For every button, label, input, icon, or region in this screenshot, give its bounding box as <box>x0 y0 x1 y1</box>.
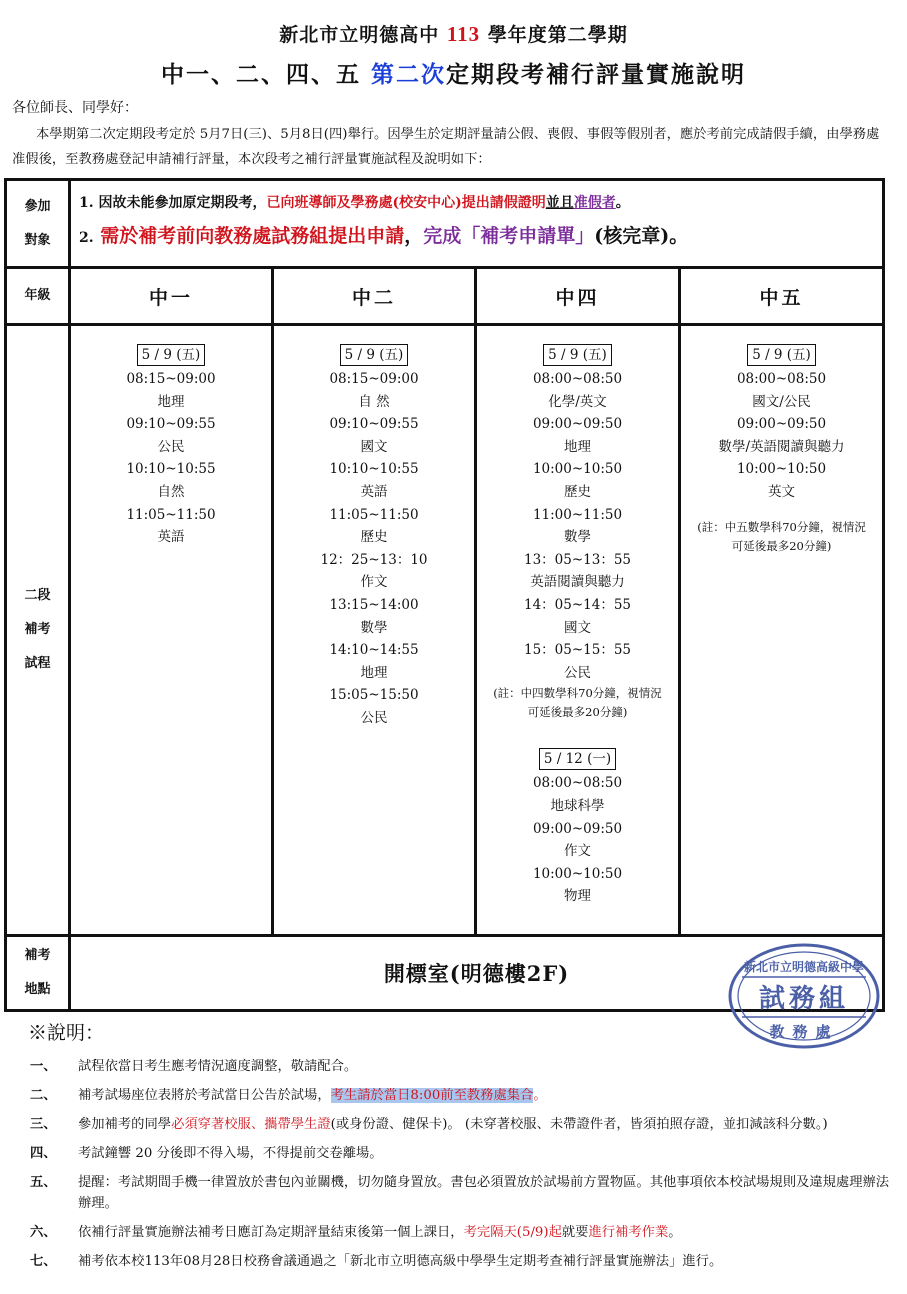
greeting: 各位師長、同學好： <box>12 100 138 116</box>
schedule-line: 09:00~09:50 <box>736 416 827 433</box>
schedule-line: 08:00~08:50 <box>532 775 623 792</box>
exam-date: 5 / 12 (一) <box>539 748 616 770</box>
schedule-line: 12：25~13：10 <box>320 551 428 568</box>
intro-paragraph: 本學期第二次定期段考定於 5月7日(三)、5月8日(四)舉行。因學生於定期評量請公假、喪假、事假等假別者，應於考前完成請假手續，由學務處准假後，至教務處登記申請補行評量，本次段考之補行評量實施試程及說明如下： <box>12 127 880 167</box>
schedule-line: 09:10~09:55 <box>329 416 419 433</box>
schedule-line: 英語 <box>360 483 388 500</box>
schedule-line: 公民 <box>157 438 185 455</box>
grade-header: 中四 <box>476 268 680 325</box>
schedule-line: 歷史 <box>360 529 388 546</box>
schedule-grade1 <box>70 325 273 936</box>
schedule-line: 國文 <box>564 619 591 636</box>
location-label: 補考 地點 <box>6 936 70 1011</box>
schedule-line: 英文 <box>768 483 796 500</box>
grade-row <box>6 268 884 325</box>
schedule-line: 08:00~08:50 <box>736 371 827 387</box>
participants-content <box>70 180 884 268</box>
note-item: 七、 補考依本校113年08月28日校務會議通過之「新北市立明德高級中學學生定期考查補行評量實施辦法」進行。 <box>30 1254 723 1269</box>
schedule-grade2 <box>273 325 476 936</box>
schedule-line: 地理 <box>360 664 388 681</box>
schedule-line: 可延後最多20分鐘) <box>527 705 628 720</box>
schedule-line: 自 然 <box>358 393 390 410</box>
schedule-line: 15:05~15:50 <box>329 687 419 704</box>
schedule-line: 物理 <box>564 888 591 905</box>
note-item: 三、 參加補考的同學必須穿著校服、攜帶學生證(或身份證、健保卡)。 (未穿著校服、未帶證件者，皆須拍照存證，並扣減該科分數。) <box>30 1117 828 1132</box>
schedule-line: 公民 <box>360 709 388 726</box>
seal-middle-text: 試務組 <box>758 984 850 1014</box>
note-item: 二、 補考試場座位表將於考試當日公告於試場，考生請於當日8:00前至教務處集合。 <box>30 1088 547 1103</box>
schedule-line: 化學/英文 <box>548 393 607 410</box>
title-exam-number: 第二次 <box>371 61 446 88</box>
schedule-row <box>6 325 884 936</box>
schedule-line: 10:00~10:50 <box>532 865 623 882</box>
schedule-line: 自然 <box>157 483 185 500</box>
seal-top-text: 新北市立明德高級中學 <box>743 960 865 974</box>
schedule-line: 11:05~11:50 <box>329 506 419 523</box>
participant-condition-2: 2. 需於補考前向教務處試務組提出申請，完成「補考申請單」(核完章)。 <box>79 225 689 247</box>
notes-list <box>30 1056 898 1280</box>
participant-condition-1: 1. 因故未能參加原定期段考，已向班導師及學務處(校安中心)提出請假證明並且准假者。 <box>79 195 630 211</box>
participants-row <box>6 180 884 268</box>
grade-header: 中一 <box>70 268 273 325</box>
schedule-line: 公民 <box>564 664 591 681</box>
title-year: 113 <box>446 22 481 46</box>
schedule-line: 10:00~10:50 <box>532 461 623 478</box>
schedule-line: 歷史 <box>564 483 591 500</box>
schedule-line: 數學 <box>564 529 591 546</box>
schedule-line: 14:10~14:55 <box>329 642 419 659</box>
explanation-heading: ※說明： <box>28 1022 105 1044</box>
schedule-line: 地理 <box>564 438 591 455</box>
schedule-line: 08:00~08:50 <box>532 371 623 387</box>
note-item: 五、 提醒：考試期間手機一律置放於書包內並關機，切勿隨身置放。書包必須置放於試場前方置物區。其他事項依本校試場規則及違規處理辦法辦理。 <box>30 1175 890 1211</box>
exam-date: 5 / 9 (五) <box>747 344 816 366</box>
schedule-line: 11:05~11:50 <box>126 506 216 523</box>
grade-label: 年級 <box>6 268 70 325</box>
schedule-line: 09:00~09:50 <box>532 820 623 837</box>
schedule-line: 13:15~14:00 <box>329 596 419 613</box>
schedule-line: 15：05~15：55 <box>523 642 632 659</box>
schedule-line: 可延後最多20分鐘) <box>731 538 832 553</box>
schedule-grade5 <box>680 325 884 936</box>
exam-date: 5 / 9 (五) <box>340 344 409 366</box>
note-item: 四、 考試鐘響 20 分後即不得入場，不得提前交卷離場。 <box>30 1146 383 1161</box>
schedule-line: 英語 <box>157 529 185 546</box>
schedule-table <box>4 178 885 1012</box>
schedule-line: 數學 <box>360 619 388 636</box>
schedule-line: 09:00~09:50 <box>532 416 623 433</box>
schedule-grade4 <box>476 325 680 936</box>
schedule-line: 作文 <box>360 574 388 591</box>
exam-date: 5 / 9 (五) <box>543 344 612 366</box>
title-subject: 定期段考補行評量實施說明 <box>446 61 746 88</box>
schedule-line: 國文/公民 <box>752 393 811 410</box>
grade-header: 中二 <box>273 268 476 325</box>
grade-header: 中五 <box>680 268 884 325</box>
schedule-line: 數學/英語閱讀與聽力 <box>718 438 845 455</box>
schedule-label: 二段 補考 試程 <box>6 325 70 936</box>
note-item: 六、 依補行評量實施辦法補考日應訂為定期評量結束後第一個上課日，考完隔天(5/9)起就要進行補考作業。 <box>30 1225 682 1240</box>
exam-location: 開標室(明德樓2F) <box>70 936 884 1011</box>
exam-date: 5 / 9 (五) <box>137 344 206 366</box>
schedule-line: 作文 <box>564 843 591 860</box>
schedule-line: 14：05~14：55 <box>523 596 632 613</box>
note-item: 一、 試程依當日考生應考情況適度調整，敬請配合。 <box>30 1059 358 1074</box>
schedule-line: 13：05~13：55 <box>523 551 632 568</box>
schedule-line: 08:15~09:00 <box>329 371 419 387</box>
schedule-line: 地理 <box>157 393 185 410</box>
seal-bottom-text: 教務處 <box>769 1023 839 1041</box>
page-title-line1 <box>0 20 907 47</box>
title-grades: 中一、二、四、五 <box>160 61 371 88</box>
schedule-line: (註：中四數學科70分鐘，視情況 <box>493 686 662 701</box>
page-title-line2 <box>0 56 907 89</box>
schedule-line: 國文 <box>360 438 388 455</box>
schedule-line: 08:15~09:00 <box>126 371 216 387</box>
schedule-line: 英語閱讀與聽力 <box>530 574 625 591</box>
schedule-line: (註：中五數學科70分鐘，視情況 <box>697 519 866 534</box>
office-seal-stamp <box>726 941 882 1051</box>
schedule-line: 10:10~10:55 <box>126 461 216 478</box>
schedule-line: 10:10~10:55 <box>329 461 419 478</box>
title-semester: 學年度第二學期 <box>480 24 628 46</box>
schedule-line: 11:00~11:50 <box>532 506 623 523</box>
schedule-line: 地球科學 <box>550 797 605 814</box>
schedule-line: 10:00~10:50 <box>736 461 827 478</box>
participants-label: 參加 對象 <box>6 180 70 268</box>
schedule-line: 09:10~09:55 <box>126 416 216 433</box>
title-school: 新北市立明德高中 <box>279 24 447 46</box>
